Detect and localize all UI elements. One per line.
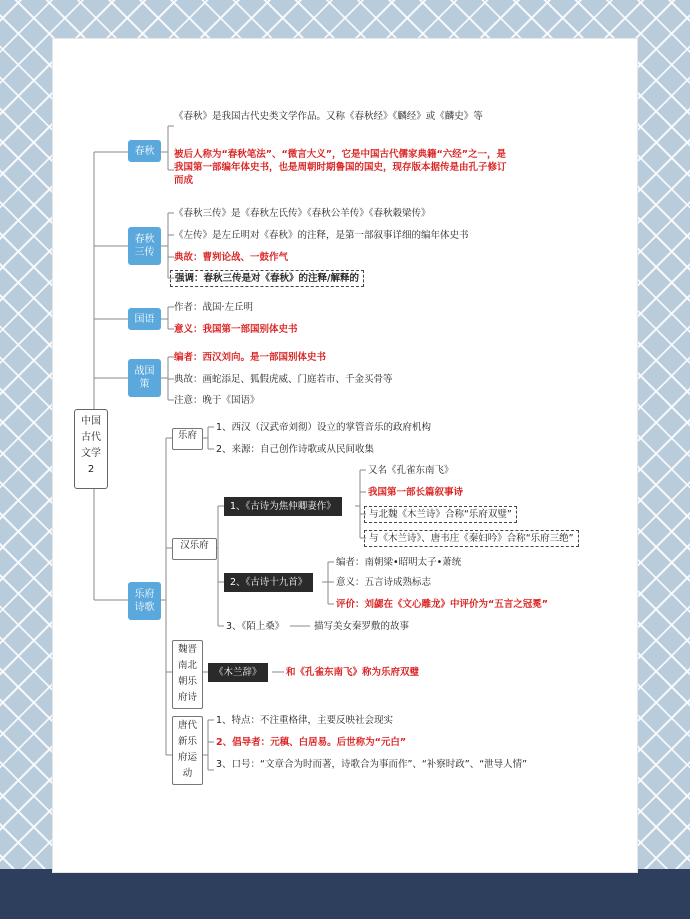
zhanguoce-item-2: 典故：画蛇添足、狐假虎威、门庭若市、千金买骨等 [174,374,393,385]
yuefu-org-item-2: 2、来源：自己创作诗歌或从民间收集 [216,444,375,455]
node-chunqiu [128,140,161,162]
node-zhanguoce [128,359,161,397]
chunqiu-item-2: 被后人称为“春秋笔法”、“微言大义”，它是中国古代儒家典籍“六经”之一，是我国第一部编年体史书，也是周朝时期鲁国的国史，现存版本据传是由孔子修订而成 [174,149,507,186]
node-yuefu-org [172,428,203,450]
node-sanzhuan-label: 春秋三传 [134,234,155,258]
node-han [172,538,217,560]
node-guoyu-label: 国语 [134,313,155,325]
poem1-item-1: 又名《孔雀东南飞》 [368,465,454,476]
poem1-item-3: 与北魏《木兰诗》合称“乐府双璧” [364,506,517,523]
node-weijin [172,640,203,709]
tang-item-3: 3、口号：“文章合为时而著，诗歌合为事而作”、“补察时政”、“泄导人情” [216,759,528,770]
poem3-node: 3、《陌上桑》 [226,621,285,632]
yuefu-org-item-1: 1、西汉（汉武帝刘彻）设立的掌管音乐的政府机构 [216,422,432,433]
tang-item-2: 2、倡导者：元稹、白居易。后世称为“元白” [216,737,407,748]
poem1-node: 1、《古诗为焦仲卿妻作》 [224,497,342,516]
zhanguoce-item-3: 注意：晚于《国语》 [174,395,260,406]
poem1-item-4: 与《木兰诗》、唐韦庄《秦妇吟》合称“乐府三绝” [364,530,579,547]
node-tang-label: 唐代新乐府运动 [177,720,197,779]
poem2-item-1: 编者：南朝梁•昭明太子•萧统 [336,557,462,568]
root-label: 中国古代文学2 [81,416,101,475]
poem1-item-2: 我国第一部长篇叙事诗 [368,487,464,498]
weijin-desc: 和《孔雀东南飞》称为乐府双璧 [286,667,420,678]
zhanguoce-item-1: 编者：西汉刘向。是一部国别体史书 [174,352,327,363]
node-zhanguoce-label: 战国策 [134,366,155,390]
node-han-label: 汉乐府 [180,540,209,551]
node-yuefu [128,582,161,620]
root-node [74,409,108,489]
sanzhuan-item-2: 《左传》是左丘明对《春秋》的注释，是第一部叙事详细的编年体史书 [174,230,469,241]
node-yuefu-org-label: 乐府 [177,430,197,441]
node-yuefu-label: 乐府诗歌 [134,589,155,613]
poem3-desc: 描写美女秦罗敷的故事 [314,621,410,632]
sanzhuan-item-3: 典故：曹刿论战、一鼓作气 [174,252,289,263]
weijin-work: 《木兰辞》 [208,663,268,682]
chunqiu-item-1: 《春秋》是我国古代史类文学作品。又称《春秋经》《麟经》或《麟史》等 [174,111,483,122]
poem2-node: 2、《古诗十九首》 [224,573,313,592]
guoyu-item-2: 意义：我国第一部国别体史书 [174,324,298,335]
sanzhuan-item-1: 《春秋三传》是《春秋左氏传》《春秋公羊传》《春秋穀梁传》 [174,208,431,219]
node-chunqiu-label: 春秋 [134,145,155,157]
node-tang [172,716,203,785]
node-guoyu [128,308,161,330]
tang-item-1: 1、特点：不注重格律，主要反映社会现实 [216,715,394,726]
poem2-item-3: 评价：刘勰在《文心雕龙》中评价为“五言之冠冕” [336,599,548,610]
node-weijin-label: 魏晋南北朝乐府诗 [177,644,197,703]
poem2-item-2: 意义：五言诗成熟标志 [336,577,432,588]
node-sanzhuan [128,227,161,265]
guoyu-item-1: 作者：战国·左丘明 [174,302,254,313]
sanzhuan-emphasis: 强调：春秋三传是对《春秋》的注释/解释的 [170,270,364,287]
